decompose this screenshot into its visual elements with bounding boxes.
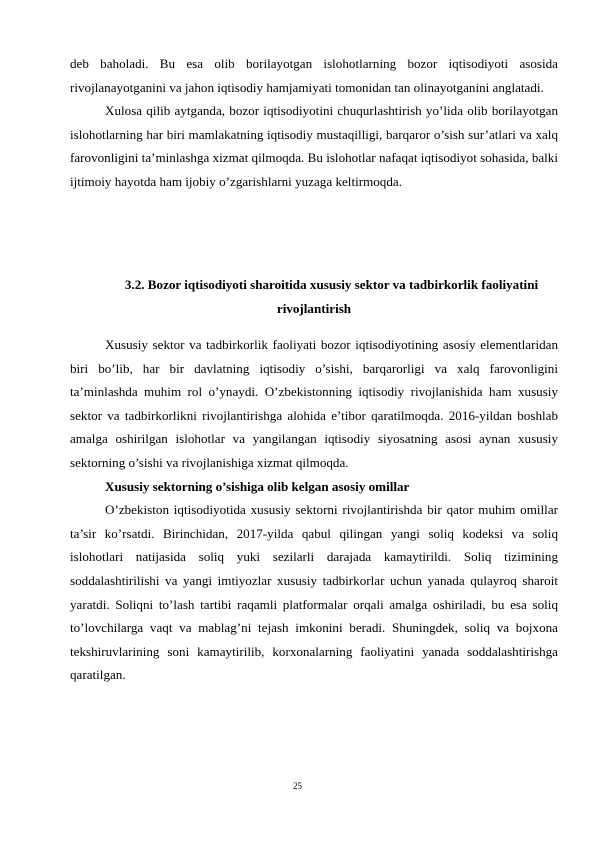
- paragraph-continuation: deb baholadi. Bu esa olib borilayotgan islohotlarning bozor iqtisodiyoti asosida rivojlanayotganini va jahon iqtisodiy hamjamiyati tomonidan tan olinayotganini anglatadi.: [70, 56, 558, 95]
- subheading-growth-factors: Xususiy sektorning o’sishiga olib kelgan asosiy omillar: [105, 478, 410, 494]
- paragraph-private-sector: Xususiy sektor va tadbirkorlik faoliyati bozor iqtisodiyotining asosiy elementlaridan biri bo’lib, har bir davlatning iqtisodiy o’sishi, barqarorligi va xalq farovonligini ta’minlashda muhim rol o’ynaydi. O’zbekistonning iqtisodiy rivojlanishida ham xususiy sektor va tadbirkorlikni rivojlantirishga alohida e’tibor qaratilmoqda. 2016-yildan boshlab amalga oshirilgan islohotlar va yangilangan iqtisodiy siyosatning asosi aynan xususiy sektorning o’sishi va rivojlanishiga xizmat qilmoqda.: [70, 337, 558, 470]
- paragraph-conclusion: Xulosa qilib aytganda, bozor iqtisodiyotini chuqurlashtirish yo’lida olib borilayotgan islohotlarning har biri mamlakatning iqtisodiy mustaqilligi, barqaror o’sish sur’atlari va xalq farovonligini ta’minlashga xizmat qilmoqda. Bu islohotlar nafaqat iqtisodiyot sohasida, balki ijtimoiy hayotda ham ijobiy o’zgarishlarni yuzaga keltirmoqda.: [70, 103, 558, 189]
- section-heading: 3.2. Bozor iqtisodiyoti sharoitida xususiy sektor va tadbirkorlik faoliyatini rivojlantirish: [124, 277, 539, 316]
- page-number: 25: [293, 781, 302, 791]
- section-body: [70, 333, 558, 687]
- intro-text: [70, 52, 558, 194]
- paragraph-tax-reforms: O’zbekiston iqtisodiyotida xususiy sektorni rivojlantirishda bir qator muhim omillar ta’sir ko’rsatdi. Birinchidan, 2017-yilda qabul qilingan yangi soliq kodeksi va soliq islohotlari natijasida soliq yuki sezilarli darajada kamaytirildi. Soliq tizimining soddalashtirilishi va yangi imtiyozlar xususiy tadbirkorlar uchun yanada qulayroq sharoit yaratdi. Soliqni to’lash tartibi raqamli platformalar orqali amalga oshiriladi, bu esa soliq to’lovchilarga vaqt va mablag’ni tejash imkonini beradi. Shuningdek, soliq va bojxona tekshiruvlarining soni kamaytirilib, korxonalarning faoliyatini yanada soddalashtirishga qaratilgan.: [70, 502, 558, 683]
